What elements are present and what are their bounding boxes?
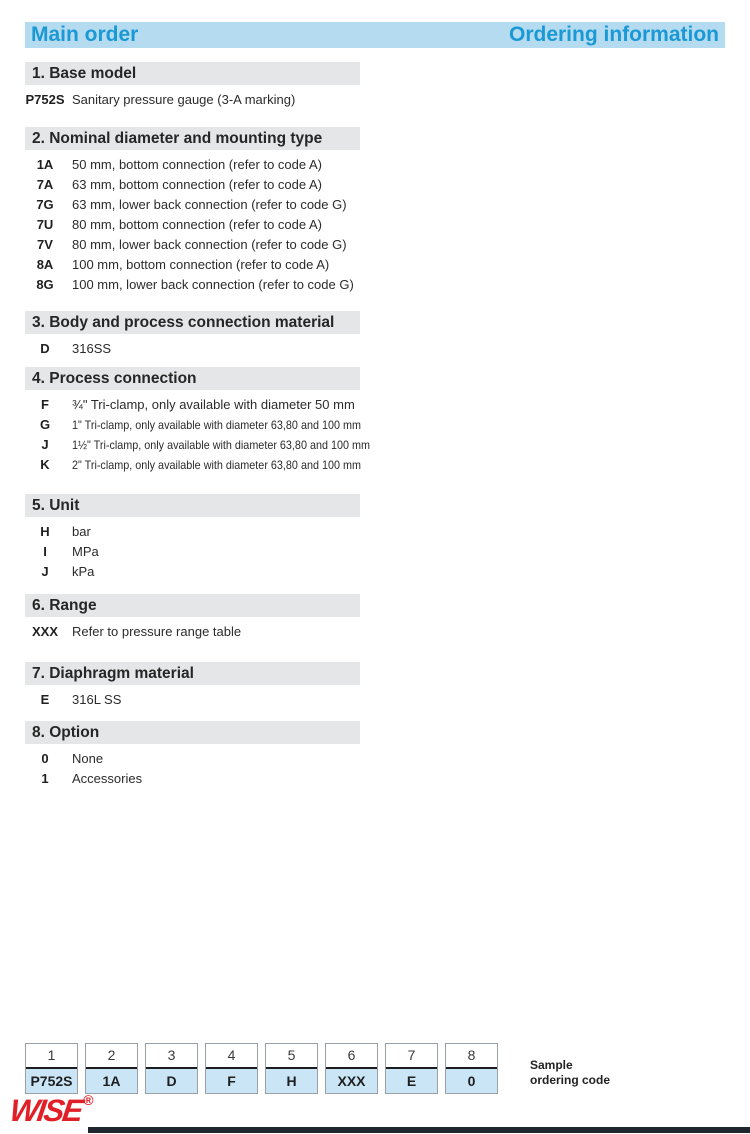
option-code: 7A (36, 177, 54, 192)
option-code: 8A (36, 257, 54, 272)
option-code: XXX (31, 624, 58, 639)
option-description: 100 mm, bottom connection (refer to code A) (72, 257, 330, 272)
option-code: E (40, 692, 50, 707)
section-title: 2. Nominal diameter and mounting type (25, 127, 360, 150)
page-content (25, 22, 725, 789)
position-code: D (146, 1069, 197, 1093)
option-code: D (40, 341, 50, 356)
option-row (25, 415, 725, 435)
section-title: 1. Base model (25, 62, 360, 85)
ordering-code-box-6 (325, 1043, 378, 1094)
option-row (25, 622, 725, 642)
position-code: XXX (326, 1069, 377, 1093)
section-body-material (25, 311, 725, 359)
section-option (25, 721, 725, 789)
option-row (25, 690, 725, 710)
option-row (25, 195, 725, 215)
option-description: 316SS (72, 341, 112, 356)
option-description: bar (72, 524, 91, 539)
option-row (25, 275, 725, 295)
ordering-code-box-7 (385, 1043, 438, 1094)
caption-line-2: ordering code (530, 1073, 611, 1087)
option-description: Accessories (72, 771, 143, 786)
option-description: 1" Tri-clamp, only available with diameter 63,80 and 100 mm (72, 418, 361, 432)
option-description: 316L SS (72, 692, 122, 707)
section-title: 5. Unit (25, 494, 360, 517)
section-nominal-diameter (25, 127, 725, 295)
footer-bar (88, 1127, 750, 1133)
option-row (25, 522, 725, 542)
option-row (25, 455, 725, 475)
section-unit (25, 494, 725, 582)
position-number: 6 (326, 1044, 377, 1069)
position-number: 8 (446, 1044, 497, 1069)
option-description: 100 mm, lower back connection (refer to code G) (72, 277, 354, 292)
option-description: 63 mm, lower back connection (refer to code G) (72, 197, 347, 212)
page-subtitle: Ordering information (509, 23, 719, 46)
ordering-code-box-3 (145, 1043, 198, 1094)
option-row (25, 769, 725, 789)
option-description: 63 mm, bottom connection (refer to code A) (72, 177, 323, 192)
position-number: 7 (386, 1044, 437, 1069)
option-code: H (40, 524, 50, 539)
ordering-code-box-1 (25, 1043, 78, 1094)
option-row (25, 395, 725, 415)
section-title: 6. Range (25, 594, 360, 617)
option-description: 50 mm, bottom connection (refer to code A) (72, 157, 323, 172)
option-code: 7G (36, 197, 54, 212)
option-code: 8G (36, 277, 54, 292)
sample-ordering-code-table (25, 1043, 725, 1095)
section-base-model (25, 62, 725, 110)
option-code: K (40, 457, 50, 472)
position-code: 0 (446, 1069, 497, 1093)
registered-trademark-icon: ® (83, 1092, 94, 1108)
option-code: G (39, 417, 51, 432)
option-code: P752S (25, 92, 65, 107)
option-code: 0 (41, 751, 49, 766)
ordering-code-boxes (25, 1043, 725, 1094)
option-row (25, 215, 725, 235)
option-row (25, 90, 725, 110)
option-description: 1½" Tri-clamp, only available with diameter 63,80 and 100 mm (72, 438, 370, 452)
option-row (25, 542, 725, 562)
option-code: 1A (36, 157, 54, 172)
position-number: 5 (266, 1044, 317, 1069)
option-code: J (41, 564, 49, 579)
page-title: Main order (31, 23, 139, 46)
ordering-code-box-2 (85, 1043, 138, 1094)
wise-logo (7, 1092, 94, 1132)
position-code: E (386, 1069, 437, 1093)
option-row (25, 235, 725, 255)
option-row (25, 255, 725, 275)
option-description: 80 mm, lower back connection (refer to code G) (72, 237, 347, 252)
option-description: Refer to pressure range table (72, 624, 242, 639)
position-number: 2 (86, 1044, 137, 1069)
option-description: 80 mm, bottom connection (refer to code A) (72, 217, 323, 232)
option-row (25, 562, 725, 582)
section-title: 7. Diaphragm material (25, 662, 360, 685)
ordering-code-box-5 (265, 1043, 318, 1094)
section-range (25, 594, 725, 642)
section-title: 3. Body and process connection material (25, 311, 360, 334)
section-title: 4. Process connection (25, 367, 360, 390)
position-code: H (266, 1069, 317, 1093)
option-row (25, 435, 725, 455)
position-number: 4 (206, 1044, 257, 1069)
position-code: F (206, 1069, 257, 1093)
option-description: kPa (72, 564, 95, 579)
position-code: 1A (86, 1069, 137, 1093)
ordering-code-box-8 (445, 1043, 498, 1094)
option-row (25, 175, 725, 195)
position-number: 3 (146, 1044, 197, 1069)
page-header-bar (25, 22, 725, 48)
option-row (25, 155, 725, 175)
section-title: 8. Option (25, 721, 360, 744)
wise-logo-text: WISE (7, 1093, 84, 1128)
option-description: ¾" Tri-clamp, only available with diameter 50 mm (72, 397, 355, 412)
option-code: 1 (41, 771, 49, 786)
sample-ordering-code-caption (530, 1058, 610, 1088)
option-description: MPa (72, 544, 99, 559)
option-description: 2" Tri-clamp, only available with diameter 63,80 and 100 mm (72, 458, 361, 472)
option-row (25, 749, 725, 769)
option-description: Sanitary pressure gauge (3-A marking) (72, 92, 296, 107)
option-code: 7U (36, 217, 54, 232)
caption-line-1: Sample (530, 1058, 573, 1072)
option-description: None (72, 751, 104, 766)
option-code: 7V (37, 237, 53, 252)
option-code: J (41, 437, 49, 452)
section-process-connection (25, 367, 725, 475)
position-number: 1 (26, 1044, 77, 1069)
option-code: F (41, 397, 49, 412)
position-code: P752S (26, 1069, 77, 1093)
section-diaphragm-material (25, 662, 725, 710)
option-row (25, 339, 725, 359)
option-code: I (43, 544, 47, 559)
ordering-code-box-4 (205, 1043, 258, 1094)
